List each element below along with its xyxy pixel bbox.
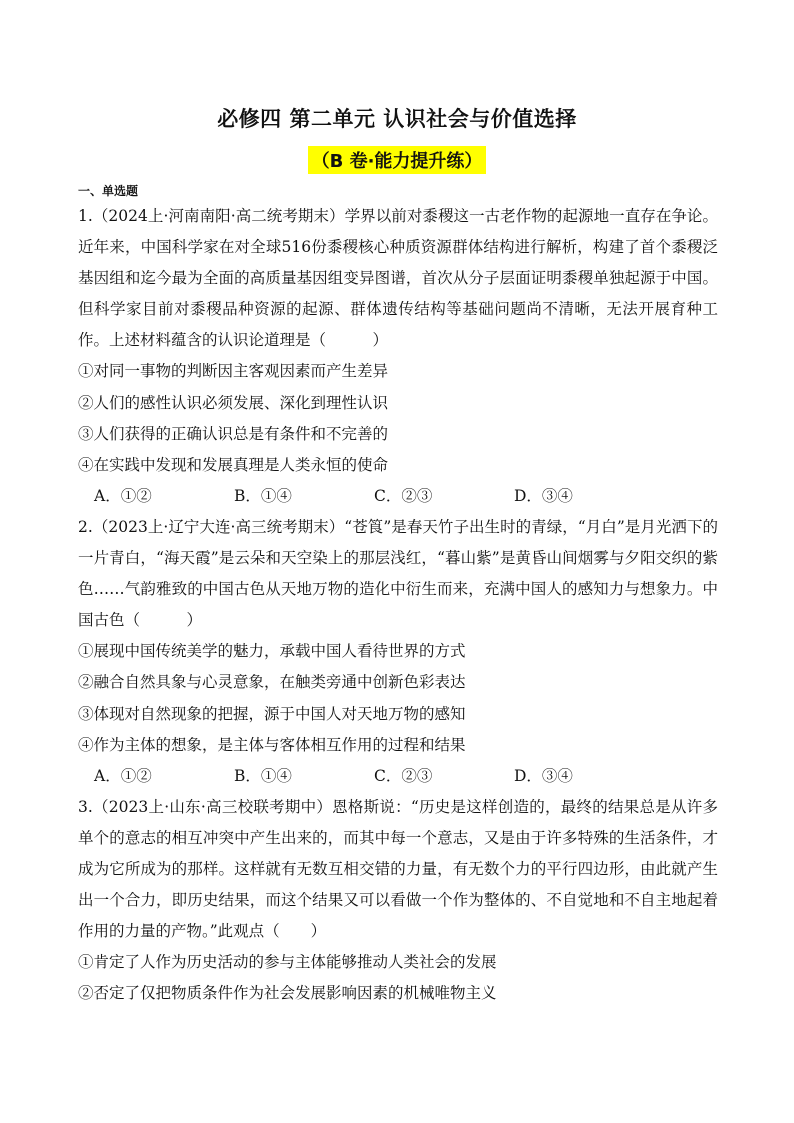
question-list (78, 201, 718, 1009)
choice-d: D．③④ (514, 486, 573, 505)
page-title: 必修四 第二单元 认识社会与价值选择 (217, 107, 577, 131)
answer-choices (78, 761, 718, 792)
statement-option: ①肯定了人作为历史活动的参与主体能够推动人类社会的发展 (78, 953, 497, 972)
choice-a: A．①② (94, 766, 152, 785)
statement-option: ②融合自然具象与心灵意象，在触类旁通中创新色彩表达 (78, 673, 466, 692)
statement-option: ①对同一事物的判断因主客观因素而产生差异 (78, 362, 389, 381)
section-heading: 一、单选题 (78, 184, 139, 198)
statement-option: ④在实践中发现和发展真理是人类永恒的使命 (78, 455, 389, 474)
statement-option: ②否定了仅把物质条件作为社会发展影响因素的机械唯物主义 (78, 984, 497, 1003)
question-stem: 3.（2023上·山东·高三校联考期中）恩格斯说：“历史是这样创造的，最终的结果总是从许多单个的意志的相互冲突中产生出来的，而其中每一个意志，又是由于许多特殊的生活条件，才成为它所成为的那样。这样就有无数互相交错的力量，有无数个力的平行四边形，由此就产生出一个合力，即历史结果，而这个结果又可以看做一个作为整体的、不自觉地和不自主地起着作用的力量的产物。”此观点（ ） (78, 797, 718, 941)
statement-option: ④作为主体的想象，是主体与客体相互作用的过程和结果 (78, 735, 466, 754)
choice-b: B．①④ (234, 486, 292, 505)
question-3 (78, 792, 718, 1010)
choice-a: A．①② (94, 486, 152, 505)
subtitle-container (0, 146, 794, 174)
choice-b: B．①④ (234, 766, 292, 785)
choice-c: C．②③ (374, 486, 433, 505)
page-subtitle: （B 卷·能力提升练） (308, 146, 487, 174)
statement-option: ③人们获得的正确认识总是有条件和不完善的 (78, 424, 389, 443)
question-1 (78, 201, 718, 512)
choice-d: D．③④ (514, 766, 573, 785)
answer-choices (78, 481, 718, 512)
question-stem: 1.（2024上·河南南阳·高二统考期末）学界以前对黍稷这一古老作物的起源地一直存在争论。近年来，中国科学家在对全球516份黍稷核心种质资源群体结构进行解析，构建了首个黍稷泛基因组和迄今最为全面的高质量基因组变异图谱，首次从分子层面证明黍稷单独起源于中国。但科学家目前对黍稷品种资源的起源、群体遗传结构等基础问题尚不清晰，无法开展育种工作。上述材料蕴含的认识论道理是（ ） (78, 207, 718, 350)
question-2 (78, 512, 718, 792)
statement-option: ③体现对自然现象的把握，源于中国人对天地万物的感知 (78, 704, 466, 723)
statement-option: ①展现中国传统美学的魅力，承载中国人看待世界的方式 (78, 642, 466, 661)
choice-c: C．②③ (374, 766, 433, 785)
question-stem: 2.（2023上·辽宁大连·高三统考期末）“苍筤”是春天竹子出生时的青绿，“月白”是月光洒下的一片青白，“海天霞”是云朵和天空染上的那层浅红，“暮山紫”是黄昏山间烟雾与夕阳交织的紫色……气韵雅致的中国古色从天地万物的造化中衍生而来，充满中国人的感知力与想象力。中国古色（ ） (78, 517, 718, 630)
statement-option: ②人们的感性认识必须发展、深化到理性认识 (78, 393, 389, 412)
